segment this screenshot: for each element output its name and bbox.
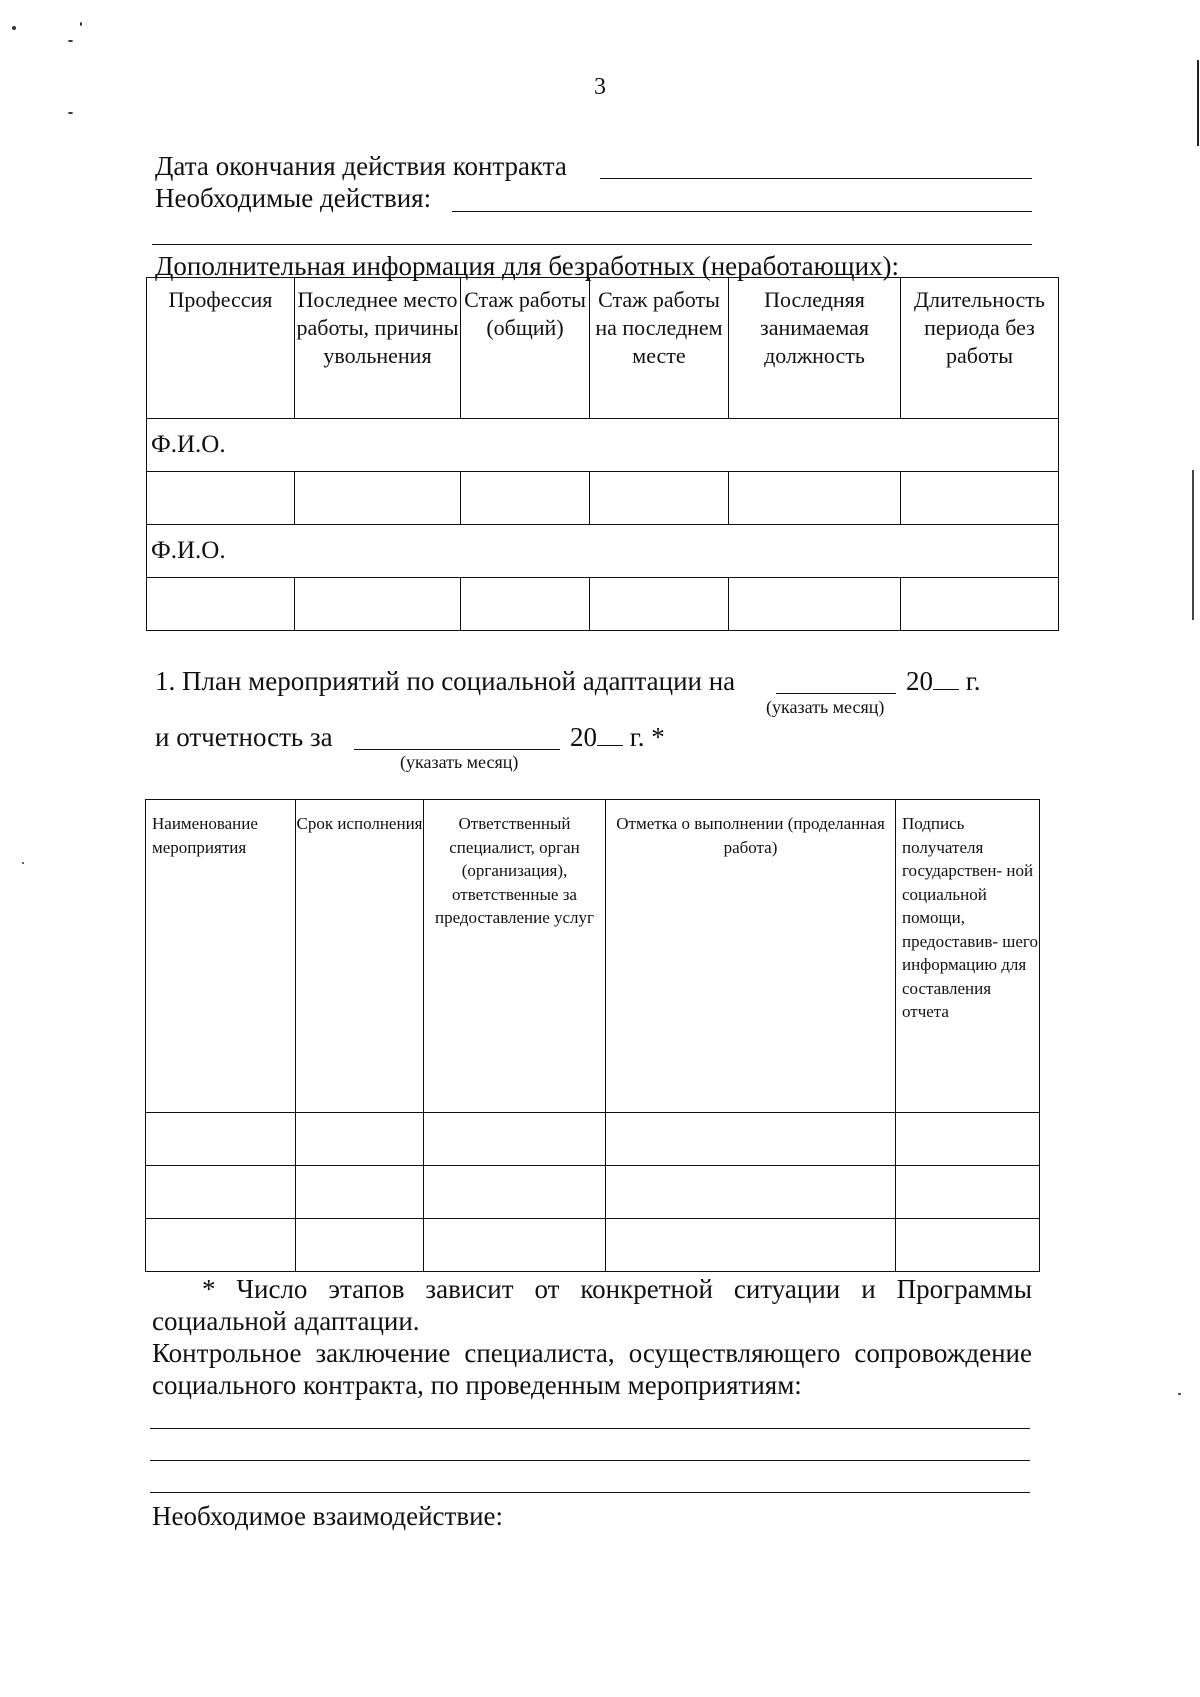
header-responsible: Ответственный специалист, орган (организация), ответственные за предоставление услуг <box>424 800 606 1113</box>
required-actions-field[interactable] <box>452 211 1032 212</box>
table-header-row <box>146 800 1040 1113</box>
plan-year-prefix: 20 <box>906 666 933 696</box>
report-year <box>570 721 665 753</box>
plan-table <box>145 799 1040 1272</box>
table-cell[interactable] <box>295 578 461 631</box>
conclusion-field-line3[interactable] <box>150 1492 1030 1493</box>
plan-title <box>155 665 735 697</box>
table-cell[interactable] <box>424 1113 606 1166</box>
table-cell[interactable] <box>147 472 295 525</box>
report-month-field[interactable] <box>354 749 560 750</box>
plan-number: 1. <box>155 666 176 696</box>
scan-edge-line <box>1192 470 1194 620</box>
contract-end-label: Дата окончания действия контракта <box>155 151 567 181</box>
page-number: 3 <box>594 74 606 100</box>
table-row <box>147 419 1059 472</box>
scan-speck <box>12 26 16 30</box>
table-cell[interactable] <box>146 1219 296 1272</box>
conclusion-field-line1[interactable] <box>150 1428 1030 1429</box>
table-cell[interactable] <box>461 578 590 631</box>
additional-info-title: Дополнительная информация для безработных (неработающих): <box>155 251 900 281</box>
table-header-row <box>147 278 1059 419</box>
table-cell[interactable] <box>729 578 901 631</box>
control-conclusion: Контрольное заключение специалиста, осуществляющего сопровождение социального контракта, по проведенным мероприятиям: <box>152 1338 1032 1400</box>
table-cell[interactable] <box>147 578 295 631</box>
report-month-hint: (указать месяц) <box>400 752 519 772</box>
header-completion-mark: Отметка о выполнении (проделанная работа) <box>606 800 896 1113</box>
table-row <box>147 525 1059 578</box>
unemployed-info-table <box>146 277 1059 631</box>
plan-title-text: План мероприятий по социальной адаптации на <box>182 666 736 696</box>
scan-speck <box>22 862 24 864</box>
contract-end-field[interactable] <box>600 178 1032 179</box>
scan-speck <box>80 22 82 26</box>
table-cell[interactable] <box>424 1219 606 1272</box>
table-cell[interactable] <box>146 1113 296 1166</box>
table-cell[interactable] <box>896 1113 1040 1166</box>
fio-cell: Ф.И.О. <box>147 419 1059 472</box>
table-cell[interactable] <box>295 472 461 525</box>
header-total-experience: Стаж работы (общий) <box>461 278 590 419</box>
report-year-field[interactable] <box>597 721 623 746</box>
table-cell[interactable] <box>296 1219 424 1272</box>
header-deadline: Срок исполнения <box>296 800 424 1113</box>
scan-speck <box>68 112 73 114</box>
table-row <box>147 578 1059 631</box>
table-cell[interactable] <box>590 578 729 631</box>
table-row <box>146 1166 1040 1219</box>
header-last-workplace: Последнее место работы, причины увольнения <box>295 278 461 419</box>
header-last-position: Последняя занимаемая должность <box>729 278 901 419</box>
plan-year <box>906 665 981 697</box>
table-cell[interactable] <box>606 1219 896 1272</box>
header-profession: Профессия <box>147 278 295 419</box>
table-cell[interactable] <box>296 1113 424 1166</box>
scan-speck <box>1178 1393 1181 1395</box>
table-cell[interactable] <box>296 1166 424 1219</box>
scan-speck <box>68 40 73 42</box>
fio-cell: Ф.И.О. <box>147 525 1059 578</box>
table-cell[interactable] <box>606 1113 896 1166</box>
report-year-prefix: 20 <box>570 722 597 752</box>
conclusion-field-line2[interactable] <box>150 1460 1030 1461</box>
table-cell[interactable] <box>461 472 590 525</box>
header-last-place-experience: Стаж работы на последнем месте <box>590 278 729 419</box>
header-event-name: Наименование мероприятия <box>146 800 296 1113</box>
plan-month-field[interactable] <box>776 693 896 694</box>
table-cell[interactable] <box>606 1166 896 1219</box>
table-cell[interactable] <box>901 472 1059 525</box>
table-cell[interactable] <box>729 472 901 525</box>
table-row <box>147 472 1059 525</box>
required-actions-label: Необходимые действия: <box>155 183 432 213</box>
required-actions-field-line2[interactable] <box>152 244 1032 245</box>
plan-month-hint: (указать месяц) <box>766 697 885 717</box>
table-cell[interactable] <box>901 578 1059 631</box>
required-interaction-label: Необходимое взаимодействие: <box>152 1501 504 1531</box>
header-recipient-signature: Подпись получателя государствен- ной социальной помощи, предоставив- шего информацию для составления отчета <box>896 800 1040 1113</box>
table-cell[interactable] <box>896 1166 1040 1219</box>
plan-year-suffix: г. <box>965 666 981 696</box>
table-row <box>146 1219 1040 1272</box>
table-cell[interactable] <box>146 1166 296 1219</box>
plan-year-field[interactable] <box>933 665 959 690</box>
report-year-suffix: г. * <box>629 722 665 752</box>
table-cell[interactable] <box>896 1219 1040 1272</box>
table-row <box>146 1113 1040 1166</box>
header-unemployment-duration: Длительность периода без работы <box>901 278 1059 419</box>
report-text: и отчетность за <box>155 722 333 752</box>
scan-edge-line <box>1197 60 1199 146</box>
table-cell[interactable] <box>590 472 729 525</box>
footnote: * Число этапов зависит от конкретной ситуации и Программы социальной адаптации. <box>152 1274 1032 1336</box>
table-cell[interactable] <box>424 1166 606 1219</box>
